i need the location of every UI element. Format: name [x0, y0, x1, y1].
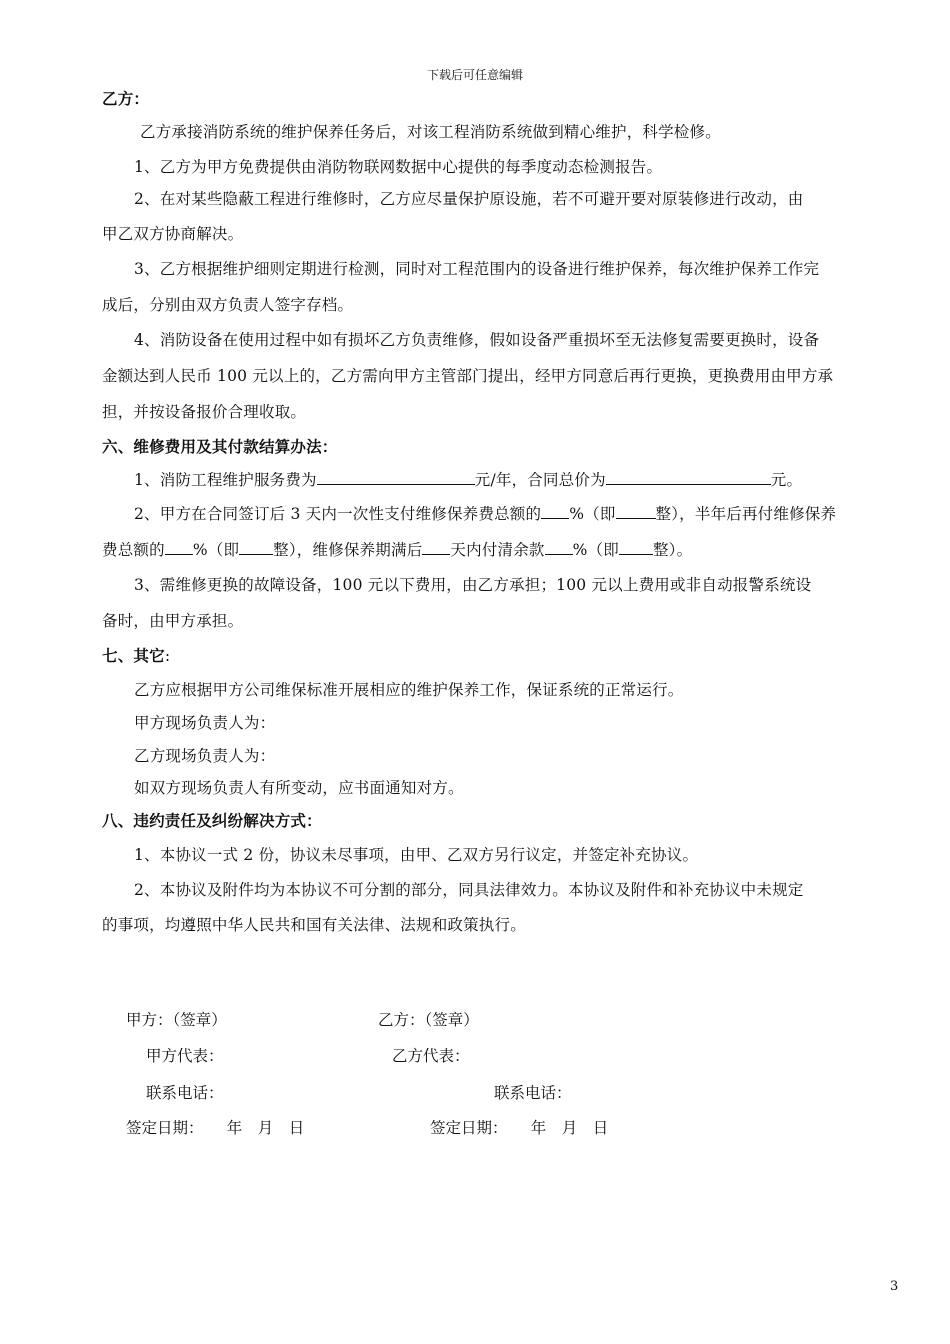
section6-item2-l2-b: %（即 — [192, 541, 240, 559]
section8-item2-line2: 的事项，均遵照中华人民共和国有关法律、法规和政策执行。 — [102, 916, 526, 934]
party-b-item4-line3: 担，并按设备报价合理收取。 — [102, 403, 307, 421]
percent-blank-1 — [541, 504, 569, 519]
party-b-item1: 1、乙方为甲方免费提供由消防物联网数据中心提供的每季度动态检测报告。 — [134, 158, 663, 176]
party-b-item3-line2: 成后，分别由双方负责人签字存档。 — [102, 296, 354, 314]
party-b-title: 乙方： — [102, 89, 150, 108]
section6-item2-l1-a: 2、甲方在合同签订后 3 天内一次性支付维修保养费总额的 — [134, 505, 542, 523]
party-b-item4-line2: 金额达到人民币 100 元以上的，乙方需向甲方主管部门提出，经甲方同意后再行更换，更换费用由甲方承 — [102, 367, 834, 385]
section7-title-colon: : — [164, 647, 171, 665]
section7-line1: 乙方应根据甲方公司维保标准开展相应的维护保养工作，保证系统的正常运行。 — [134, 681, 684, 699]
party-b-seal: 乙方：（签章） — [378, 1011, 479, 1029]
party-b-phone: 联系电话： — [494, 1084, 572, 1102]
section6-item2-l1-c: 整），半年后再付维修保养 — [655, 505, 837, 523]
page-number: 3 — [890, 1279, 899, 1294]
section6-item3-line2: 备时，由甲方承担。 — [102, 612, 244, 630]
amount-blank-2 — [239, 540, 273, 555]
section7-line4: 如双方现场负责人有所变动，应书面通知对方。 — [134, 779, 464, 797]
section6-item1-a: 1、消防工程维护服务费为 — [134, 471, 317, 489]
section6-item2-line1 — [134, 502, 836, 524]
section6-item1-c: 元。 — [770, 471, 803, 489]
party-a-phone: 联系电话： — [146, 1084, 224, 1102]
fee-blank — [317, 470, 475, 485]
percent-blank-3 — [545, 540, 573, 555]
party-a-representative: 甲方代表： — [146, 1047, 224, 1065]
section6-item2-l2-d: 天内付清余款 — [450, 541, 545, 559]
party-b-item2-line2: 甲乙双方协商解决。 — [102, 225, 244, 243]
section6-item2-l2-f: 整）。 — [652, 541, 693, 559]
total-price-blank — [606, 470, 771, 485]
amount-blank-3 — [619, 540, 653, 555]
section7-title — [102, 644, 170, 666]
section8-item2-line1: 2、本协议及附件均为本协议不可分割的部分，同具法律效力。本协议及附件和补充协议中未规定 — [134, 881, 804, 899]
amount-blank-1 — [616, 504, 656, 519]
section8-item1: 1、本协议一式 2 份，协议未尽事项，由甲、乙双方另行议定，并签定补充协议。 — [134, 846, 699, 864]
section6-item2-l1-b: %（即 — [569, 505, 616, 523]
party-a-sign-date: 签定日期： 年 月 日 — [126, 1119, 305, 1137]
section7-line2: 甲方现场负责人为： — [134, 714, 276, 732]
party-b-item3-line1: 3、乙方根据维护细则定期进行检测，同时对工程范围内的设备进行维护保养，每次维护保养工作完 — [134, 260, 820, 278]
section6-item2-l2-e: %（即 — [572, 541, 619, 559]
section6-item1 — [134, 468, 802, 490]
percent-blank-2 — [165, 540, 193, 555]
page-header: 下载后可任意编辑 — [426, 68, 523, 82]
section6-item3-line1: 3、需维修更换的故障设备，100 元以下费用，由乙方承担；100 元以上费用或非自动报警系统设 — [134, 576, 812, 594]
section6-item2-line2 — [102, 538, 692, 560]
party-a-seal: 甲方：（签章） — [126, 1011, 227, 1029]
section6-item2-l2-c: 整），维修保养期满后 — [273, 541, 423, 559]
party-b-sign-date: 签定日期： 年 月 日 — [430, 1119, 609, 1137]
party-b-representative: 乙方代表： — [392, 1047, 470, 1065]
section7-line3: 乙方现场负责人为： — [134, 747, 276, 765]
days-blank — [422, 540, 450, 555]
section7-title-text: 七、其它 — [102, 646, 165, 665]
section6-item1-b: 元/年，合同总价为 — [474, 471, 606, 489]
section6-item2-l2-a: 费总额的 — [102, 541, 165, 559]
section6-title: 六、维修费用及其付款结算办法： — [102, 437, 338, 456]
party-b-item4-line1: 4、消防设备在使用过程中如有损坏乙方负责维修，假如设备严重损坏至无法修复需要更换时，设备 — [134, 331, 820, 349]
section8-title: 八、违约责任及纠纷解决方式： — [102, 811, 322, 830]
party-b-item2-line1: 2、在对某些隐蔽工程进行维修时，乙方应尽量保护原设施，若不可避开要对原装修进行改动，由 — [134, 190, 804, 208]
party-b-intro: 乙方承接消防系统的维护保养任务后，对该工程消防系统做到精心维护，科学检修。 — [140, 123, 721, 141]
